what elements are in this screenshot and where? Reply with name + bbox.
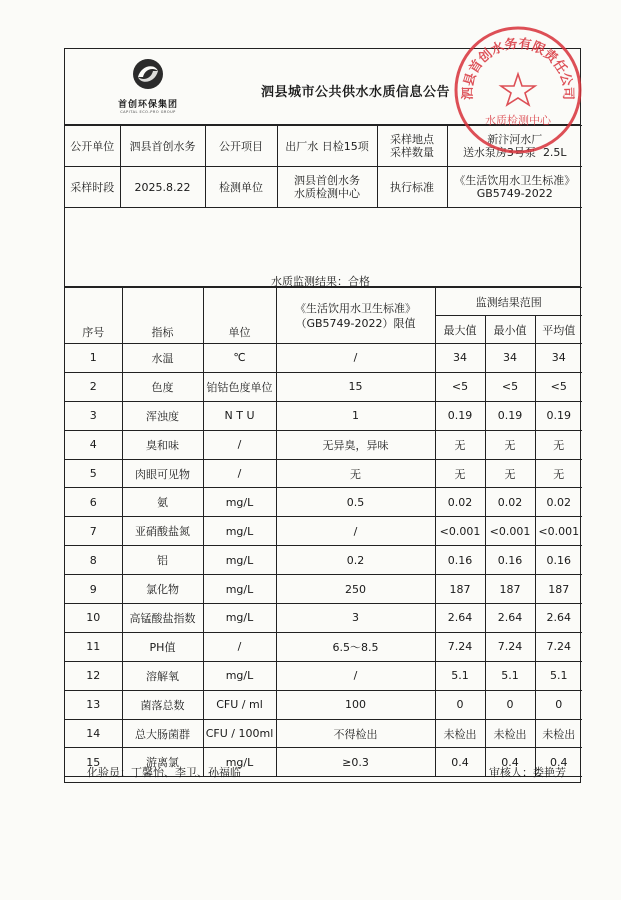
stamp-center-text: 水质检测中心 [485, 114, 551, 127]
row-no: 2 [65, 372, 122, 401]
row-min: <5 [485, 372, 535, 401]
col-min-header: 最小值 [485, 316, 535, 344]
standard-label: 执行标准 [377, 167, 447, 208]
row-avg: 无 [535, 459, 582, 488]
row-min: 0 [485, 690, 535, 719]
row-max: 0 [435, 690, 485, 719]
row-avg: 7.24 [535, 632, 582, 661]
notice-frame [64, 48, 581, 783]
col-max-header: 最大值 [435, 316, 485, 344]
reviewer-text: 审核人：娄艳芳 [489, 766, 566, 779]
row-max: 5.1 [435, 661, 485, 690]
row-limit: 0.5 [276, 488, 435, 517]
row-indicator: PH值 [122, 632, 203, 661]
row-unit: ℃ [203, 344, 276, 373]
item-value: 出厂水 日检15项 [277, 126, 377, 167]
range-header: 监测结果范围 [435, 288, 582, 316]
period-value: 2025.8.22 [120, 167, 205, 208]
row-min: 2.64 [485, 604, 535, 633]
lab-value [277, 167, 377, 208]
row-indicator: 总大肠菌群 [122, 719, 203, 748]
row-indicator: 色度 [122, 372, 203, 401]
row-indicator: 氯化物 [122, 575, 203, 604]
row-unit: mg/L [203, 488, 276, 517]
row-unit: mg/L [203, 748, 276, 777]
row-no: 6 [65, 488, 122, 517]
row-unit: mg/L [203, 661, 276, 690]
col-limit-header [276, 288, 435, 344]
row-avg: 未检出 [535, 719, 582, 748]
testers-text: 化验员：丁馨怡、李卫、孙福临 [87, 766, 241, 779]
standard-line-2: GB5749-2022 [476, 187, 553, 200]
table-row [65, 459, 582, 488]
table-body [65, 344, 582, 777]
site-label-text: 采样地点 采样数量 [390, 133, 434, 159]
period-label: 采样时段 [65, 167, 120, 208]
row-avg: 0 [535, 690, 582, 719]
row-no: 11 [65, 632, 122, 661]
logo-swirl-icon [131, 57, 165, 91]
table-row [65, 546, 582, 575]
row-no: 10 [65, 604, 122, 633]
row-unit: mg/L [203, 575, 276, 604]
footer [65, 760, 580, 782]
limit-header-line-1: 《生活饮用水卫生标准》 [295, 301, 416, 315]
row-indicator: 氨 [122, 488, 203, 517]
row-min: 无 [485, 459, 535, 488]
row-max: 0.19 [435, 401, 485, 430]
row-no: 9 [65, 575, 122, 604]
row-indicator: 亚硝酸盐氮 [122, 517, 203, 546]
lab-line-1: 泗县首创水务 [294, 174, 360, 187]
row-min: 0.16 [485, 546, 535, 575]
row-avg: 2.64 [535, 604, 582, 633]
row-unit: N T U [203, 401, 276, 430]
site-label [377, 126, 447, 167]
row-limit: / [276, 661, 435, 690]
row-max: 34 [435, 344, 485, 373]
row-indicator: 菌落总数 [122, 690, 203, 719]
info-table [65, 125, 582, 208]
row-indicator: 水温 [122, 344, 203, 373]
sample-quantity: 2.5L [542, 146, 567, 159]
row-no: 12 [65, 661, 122, 690]
row-min: 34 [485, 344, 535, 373]
table-row [65, 719, 582, 748]
row-indicator: 浑浊度 [122, 401, 203, 430]
row-max: 0.4 [435, 748, 485, 777]
row-avg: 187 [535, 575, 582, 604]
row-no: 13 [65, 690, 122, 719]
company-logo [113, 57, 183, 115]
limit-header-line-2: （GB5749-2022）限值 [295, 316, 416, 330]
row-avg: <0.001 [535, 517, 582, 546]
row-min: 0.19 [485, 401, 535, 430]
row-max: 0.16 [435, 546, 485, 575]
table-row [65, 344, 582, 373]
table-row [65, 661, 582, 690]
row-max: 2.64 [435, 604, 485, 633]
row-unit: mg/L [203, 604, 276, 633]
publisher-value: 泗县首创水务 [120, 126, 205, 167]
row-limit: 1 [276, 401, 435, 430]
row-avg: <5 [535, 372, 582, 401]
result-section [65, 207, 580, 287]
item-label: 公开项目 [205, 126, 277, 167]
row-no: 7 [65, 517, 122, 546]
page-title: 泗县城市公共供水水质信息公告 [261, 85, 451, 100]
site-value [447, 126, 582, 167]
table-row [65, 632, 582, 661]
header-row-1 [65, 288, 582, 316]
table-row [65, 690, 582, 719]
row-max: 无 [435, 430, 485, 459]
row-min: 0.02 [485, 488, 535, 517]
lab-line-2: 水质检测中心 [294, 187, 360, 200]
stamp-ring-text: 泗县首创水务有限责任公司 [460, 36, 576, 101]
row-no: 4 [65, 430, 122, 459]
row-limit: 100 [276, 690, 435, 719]
row-max: <0.001 [435, 517, 485, 546]
row-limit: 15 [276, 372, 435, 401]
row-unit: CFU / ml [203, 690, 276, 719]
info-row-2 [65, 167, 582, 208]
row-unit: / [203, 632, 276, 661]
row-indicator: 游离氯 [122, 748, 203, 777]
table-row [65, 517, 582, 546]
row-unit: 铂钴色度单位 [203, 372, 276, 401]
row-limit: 3 [276, 604, 435, 633]
table-row [65, 372, 582, 401]
row-no: 8 [65, 546, 122, 575]
table-row [65, 430, 582, 459]
row-min: 187 [485, 575, 535, 604]
logo-subtext: CAPITAL ECO-PRO GROUP [120, 110, 176, 114]
site-line-2: 送水泵房3号泵 [462, 146, 536, 159]
col-no-header: 序号 [65, 288, 122, 344]
row-limit: 无异臭，异味 [276, 430, 435, 459]
row-avg: 0.02 [535, 488, 582, 517]
row-limit: 无 [276, 459, 435, 488]
col-indicator-header: 指标 [122, 288, 203, 344]
row-max: <5 [435, 372, 485, 401]
table-row [65, 575, 582, 604]
row-indicator: 铝 [122, 546, 203, 575]
row-unit: / [203, 430, 276, 459]
lab-label: 检测单位 [205, 167, 277, 208]
table-row [65, 401, 582, 430]
table-row [65, 604, 582, 633]
row-indicator: 溶解氧 [122, 661, 203, 690]
row-max: 7.24 [435, 632, 485, 661]
quality-table [65, 287, 582, 777]
row-limit: / [276, 517, 435, 546]
title-row [65, 49, 580, 125]
row-indicator: 臭和味 [122, 430, 203, 459]
row-limit: 250 [276, 575, 435, 604]
publisher-label: 公开单位 [65, 126, 120, 167]
row-limit: 6.5～8.5 [276, 632, 435, 661]
row-avg: 0.19 [535, 401, 582, 430]
row-max: 未检出 [435, 719, 485, 748]
row-max: 187 [435, 575, 485, 604]
standard-value [447, 167, 582, 208]
row-min: 0.4 [485, 748, 535, 777]
row-avg: 0.4 [535, 748, 582, 777]
info-row-1 [65, 126, 582, 167]
row-indicator: 高锰酸盐指数 [122, 604, 203, 633]
row-no: 3 [65, 401, 122, 430]
row-avg: 34 [535, 344, 582, 373]
row-unit: CFU / 100ml [203, 719, 276, 748]
row-limit: 不得检出 [276, 719, 435, 748]
site-line-1: 新汴河水厂 [487, 133, 543, 146]
result-text: 水质监测结果：合格 [271, 275, 370, 288]
row-avg: 5.1 [535, 661, 582, 690]
row-min: 未检出 [485, 719, 535, 748]
row-limit: ≥0.3 [276, 748, 435, 777]
row-no: 1 [65, 344, 122, 373]
row-min: 无 [485, 430, 535, 459]
row-no: 5 [65, 459, 122, 488]
row-max: 0.02 [435, 488, 485, 517]
row-min: 7.24 [485, 632, 535, 661]
row-avg: 无 [535, 430, 582, 459]
row-indicator: 肉眼可见物 [122, 459, 203, 488]
row-unit: mg/L [203, 546, 276, 575]
row-max: 无 [435, 459, 485, 488]
col-avg-header: 平均值 [535, 316, 582, 344]
row-limit: / [276, 344, 435, 373]
row-min: <0.001 [485, 517, 535, 546]
col-unit-header: 单位 [203, 288, 276, 344]
row-no: 14 [65, 719, 122, 748]
logo-text: 首创环保集团 [117, 100, 178, 110]
row-unit: mg/L [203, 517, 276, 546]
row-no: 15 [65, 748, 122, 777]
row-unit: / [203, 459, 276, 488]
table-row [65, 488, 582, 517]
row-avg: 0.16 [535, 546, 582, 575]
row-min: 5.1 [485, 661, 535, 690]
row-limit: 0.2 [276, 546, 435, 575]
standard-line-1: 《生活饮用水卫生标准》 [454, 174, 576, 187]
